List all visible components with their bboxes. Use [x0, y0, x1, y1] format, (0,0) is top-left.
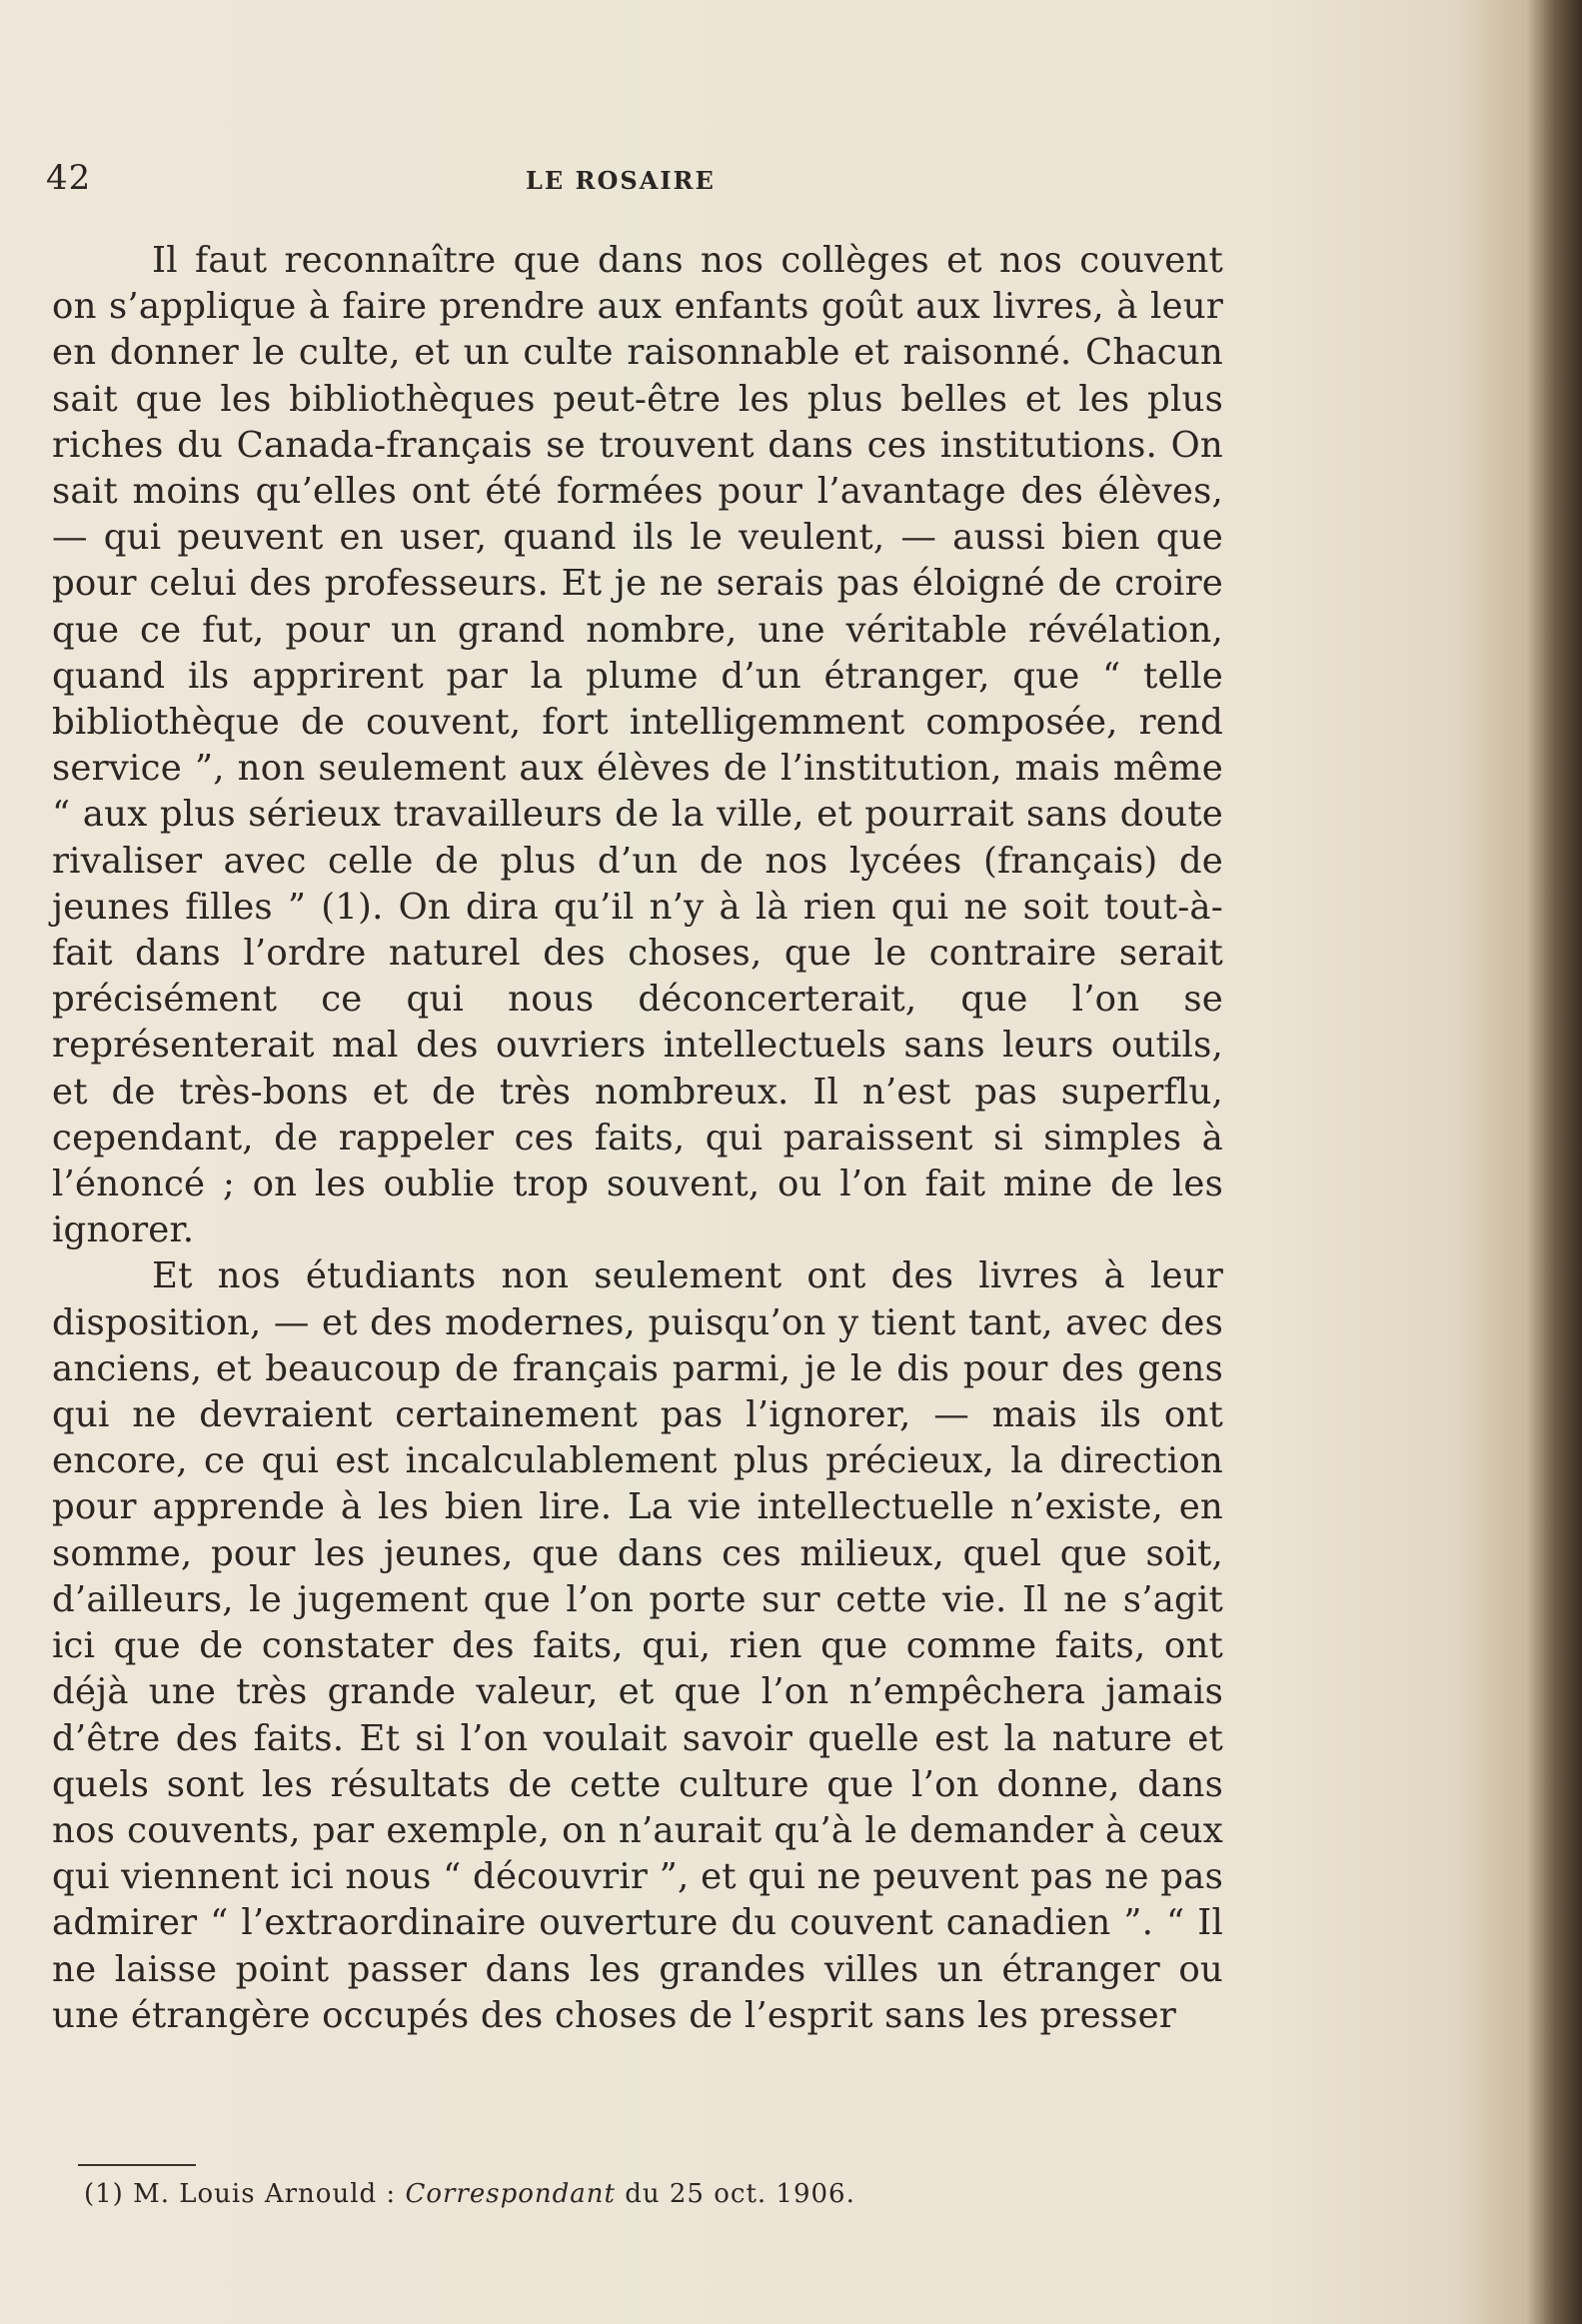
footnote-journal: Correspondant — [405, 2179, 616, 2209]
body-text — [52, 238, 1223, 2039]
page-number: 42 — [46, 158, 92, 198]
page-header — [46, 158, 1225, 210]
footnote-divider — [78, 2164, 196, 2166]
running-title: LE ROSAIRE — [526, 166, 716, 195]
footnote-author: M. Louis Arnould : — [133, 2179, 397, 2209]
footnote — [84, 2176, 1183, 2212]
paragraph: Et nos étudiants non seulement ont des livres à leur disposition, — et des modernes, puisqu’on y tient tant, avec des anciens, et beaucoup de français parmi, je le dis pour des gens qui ne devraient certainement pas l’ignorer, — mais ils ont encore, ce qui est incalculablement plus précieux, la direction pour apprende à les bien lire. La vie intellectuelle n’existe, en somme, pour les jeunes, que dans ces milieux, quel que soit, d’ailleurs, le jugement que l’on porte sur cette vie. Il ne s’agit ici que de constater des faits, qui, rien que comme faits, ont déjà une très grande valeur, et que l’on n’empêchera jamais d’être des faits. Et si l’on voulait savoir quelle est la nature et quels sont les résultats de cette culture que l’on donne, dans nos couvents, par exemple, on n’aurait qu’à le demander à ceux qui viennent ici nous “ découvrir ”, et qui ne peuvent pas ne pas admirer “ l’extraordinaire ouverture du couvent canadien ”. “ Il ne laisse point passer dans les grandes villes un étranger ou une étrangère occupés des choses de l’esprit sans les presser — [52, 1255, 1223, 2036]
footnote-marker: (1) — [84, 2179, 124, 2209]
paragraph: Il faut reconnaître que dans nos collèges et nos couvent on s’applique à faire prendre aux enfants goût aux livres, à leur en donner le culte, et un culte raisonnable et raisonné. Chacun sait que les bibliothèques peut-être les plus belles et les plus riches du Canada-français se trouvent dans ces institutions. On sait moins qu’elles ont été formées pour l’avantage des élèves, — qui peuvent en user, quand ils le veulent, — aussi bien que pour celui des professeurs. Et je ne serais pas éloigné de croire que ce fut, pour un grand nombre, une véritable révélation, quand ils apprirent par la plume d’un étranger, que “ telle bibliothèque de couvent, fort intelligemment composée, rend service ”, non seulement aux élèves de l’institution, mais même “ aux plus sérieux travailleurs de la ville, et pourrait sans doute rivaliser avec celle de plus d’un de nos lycées (français) de jeunes filles ” (1). On dira qu’il n’y à là rien qui ne soit tout-à-fait dans l’ordre naturel des choses, que le contraire serait précisément ce qui nous déconcerterait, que l’on se représenterait mal des ouvriers intellectuels sans leurs outils, et de très-bons et de très nombreux. Il n’est pas superflu, cependant, de rappeler ces faits, qui paraissent si simples à l’énoncé ; on les oublie trop souvent, ou l’on fait mine de les ignorer. — [52, 240, 1223, 1251]
footnote-date: du 25 oct. 1906. — [625, 2179, 855, 2209]
